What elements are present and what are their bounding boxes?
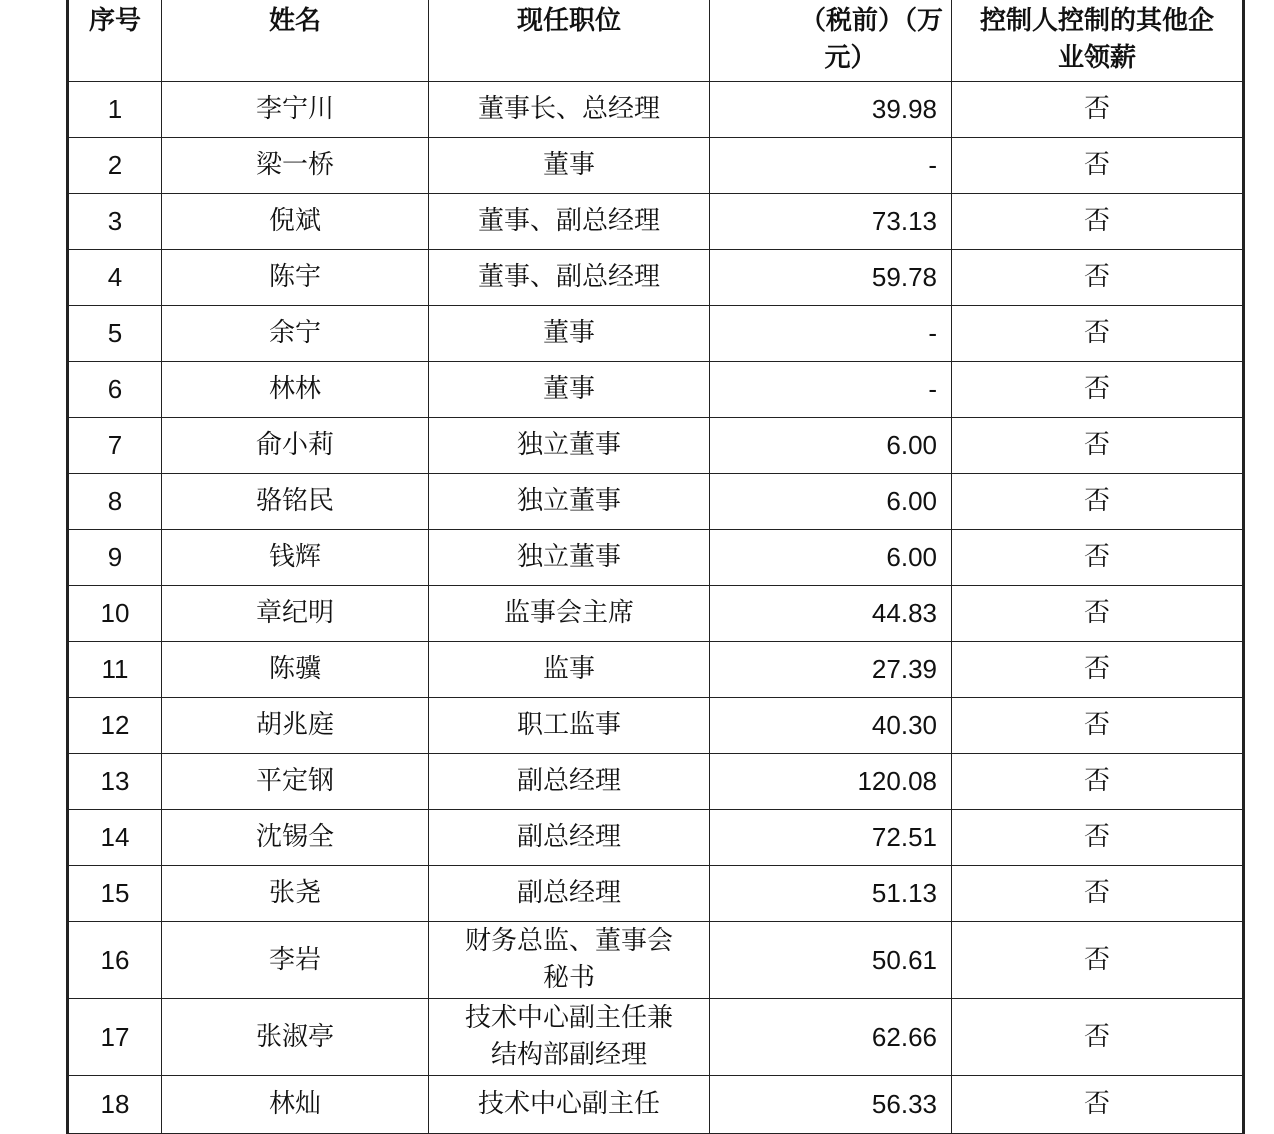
row-name: 俞小莉 [162,418,429,474]
row-position [429,922,710,999]
row-position: 董事、副总经理 [429,250,710,306]
row-name: 章纪明 [162,586,429,642]
row-index: 5 [68,306,162,362]
table-row [68,194,1244,250]
header-salary-line1: （税前）（万 [799,6,943,36]
row-name: 李岩 [162,922,429,999]
header-other-line1: 控制人控制的其他企 [979,6,1214,36]
row-salary: 27.39 [710,642,952,698]
row-index: 16 [68,922,162,999]
row-salary: 59.78 [710,250,952,306]
row-other-pay: 否 [952,250,1244,306]
row-position: 独立董事 [429,530,710,586]
row-index: 12 [68,698,162,754]
row-index: 14 [68,810,162,866]
row-other-pay: 否 [952,1076,1244,1134]
row-salary: 72.51 [710,810,952,866]
row-index: 4 [68,250,162,306]
header-salary-line2: 元） [824,43,877,73]
row-index: 6 [68,362,162,418]
row-name: 李宁川 [162,82,429,138]
row-salary: 39.98 [710,82,952,138]
row-salary: 6.00 [710,530,952,586]
row-other-pay: 否 [952,474,1244,530]
row-index: 17 [68,999,162,1076]
row-other-pay: 否 [952,698,1244,754]
row-salary: - [710,306,952,362]
row-name: 余宁 [162,306,429,362]
table-row [68,642,1244,698]
table-row [68,418,1244,474]
row-name: 梁一桥 [162,138,429,194]
row-index: 7 [68,418,162,474]
row-other-pay: 否 [952,810,1244,866]
row-position: 监事会主席 [429,586,710,642]
row-salary: - [710,138,952,194]
row-name: 林灿 [162,1076,429,1134]
row-position: 董事、副总经理 [429,194,710,250]
row-other-pay: 否 [952,922,1244,999]
row-position: 监事 [429,642,710,698]
compensation-table [66,0,1245,1134]
table-row [68,999,1244,1076]
row-index: 9 [68,530,162,586]
table-row [68,1076,1244,1134]
row-position-line1: 技术中心副主任兼 [464,1003,673,1033]
row-other-pay: 否 [952,362,1244,418]
row-position: 独立董事 [429,418,710,474]
row-name: 平定钢 [162,754,429,810]
table-row [68,82,1244,138]
row-position-line2: 秘书 [542,963,595,993]
row-position: 独立董事 [429,474,710,530]
row-name: 张淑亭 [162,999,429,1076]
header-other-company-pay [952,0,1244,82]
row-index: 10 [68,586,162,642]
row-position: 副总经理 [429,754,710,810]
row-other-pay: 否 [952,586,1244,642]
table-row [68,138,1244,194]
row-index: 18 [68,1076,162,1134]
row-salary: - [710,362,952,418]
row-other-pay: 否 [952,194,1244,250]
table-row [68,362,1244,418]
table-header-row [68,0,1244,82]
row-other-pay: 否 [952,530,1244,586]
header-index: 序号 [68,0,162,82]
table-row [68,530,1244,586]
row-name: 林林 [162,362,429,418]
row-index: 2 [68,138,162,194]
table-row [68,306,1244,362]
table-row [68,474,1244,530]
row-other-pay: 否 [952,306,1244,362]
row-position [429,999,710,1076]
table-row [68,698,1244,754]
row-position: 董事 [429,362,710,418]
header-name: 姓名 [162,0,429,82]
row-index: 1 [68,82,162,138]
row-position: 技术中心副主任 [429,1076,710,1134]
table-row [68,922,1244,999]
table-row [68,810,1244,866]
header-position: 现任职位 [429,0,710,82]
row-name: 陈骥 [162,642,429,698]
row-name: 张尧 [162,866,429,922]
row-name: 骆铭民 [162,474,429,530]
row-index: 13 [68,754,162,810]
table-row [68,754,1244,810]
row-other-pay: 否 [952,138,1244,194]
row-other-pay: 否 [952,642,1244,698]
row-salary: 73.13 [710,194,952,250]
row-position: 职工监事 [429,698,710,754]
row-other-pay: 否 [952,999,1244,1076]
row-other-pay: 否 [952,82,1244,138]
table-row [68,250,1244,306]
row-position-line1: 财务总监、董事会 [464,926,673,956]
row-other-pay: 否 [952,418,1244,474]
row-index: 15 [68,866,162,922]
row-index: 8 [68,474,162,530]
row-index: 11 [68,642,162,698]
table-row [68,866,1244,922]
row-index: 3 [68,194,162,250]
row-position: 董事 [429,306,710,362]
row-name: 钱辉 [162,530,429,586]
row-name: 沈锡全 [162,810,429,866]
row-salary: 44.83 [710,586,952,642]
row-other-pay: 否 [952,866,1244,922]
row-name: 陈宇 [162,250,429,306]
row-position: 董事 [429,138,710,194]
table-row [68,586,1244,642]
row-position-line2: 结构部副经理 [490,1040,647,1070]
row-other-pay: 否 [952,754,1244,810]
row-salary: 40.30 [710,698,952,754]
row-salary: 120.08 [710,754,952,810]
header-salary [710,0,952,82]
row-name: 倪斌 [162,194,429,250]
row-salary: 62.66 [710,999,952,1076]
row-position: 副总经理 [429,866,710,922]
row-salary: 51.13 [710,866,952,922]
row-salary: 56.33 [710,1076,952,1134]
row-position: 副总经理 [429,810,710,866]
row-position: 董事长、总经理 [429,82,710,138]
row-salary: 6.00 [710,474,952,530]
header-other-line2: 业领薪 [1057,43,1136,73]
row-salary: 6.00 [710,418,952,474]
row-name: 胡兆庭 [162,698,429,754]
row-salary: 50.61 [710,922,952,999]
